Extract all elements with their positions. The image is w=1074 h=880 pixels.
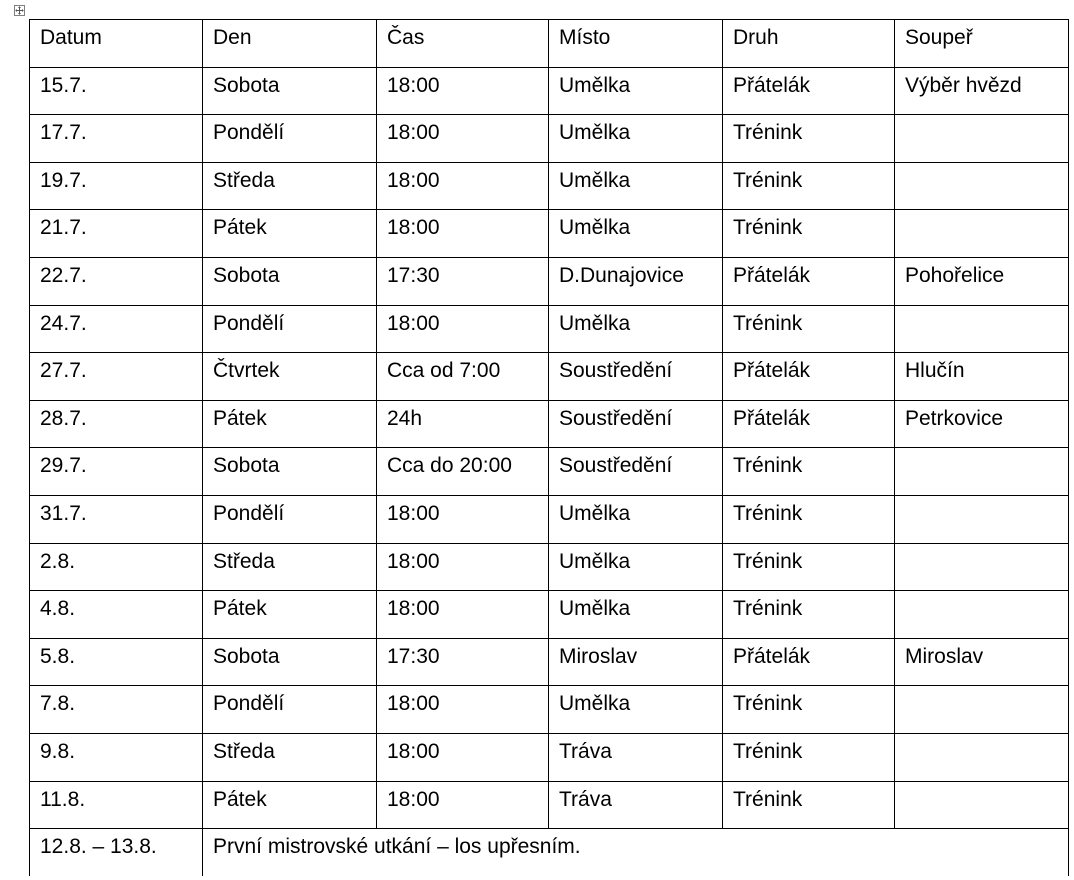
cell-cas[interactable]: 24h bbox=[377, 400, 549, 448]
cell-den[interactable]: Pondělí bbox=[203, 495, 377, 543]
cell-datum[interactable]: 24.7. bbox=[30, 305, 203, 353]
cell-den[interactable]: Pátek bbox=[203, 400, 377, 448]
table-row bbox=[30, 162, 1069, 210]
cell-druh[interactable]: Trénink bbox=[723, 781, 895, 829]
cell-souper[interactable] bbox=[895, 495, 1069, 543]
cell-cas[interactable]: 18:00 bbox=[377, 305, 549, 353]
table-row bbox=[30, 67, 1069, 115]
cell-datum[interactable]: 5.8. bbox=[30, 638, 203, 686]
cell-misto[interactable]: Umělka bbox=[549, 115, 723, 163]
table-row bbox=[30, 781, 1069, 829]
cell-druh[interactable]: Trénink bbox=[723, 686, 895, 734]
cell-druh[interactable]: Přátelák bbox=[723, 353, 895, 401]
schedule-table-body bbox=[30, 20, 1069, 877]
cell-souper[interactable]: Pohořelice bbox=[895, 257, 1069, 305]
cell-misto[interactable]: Umělka bbox=[549, 495, 723, 543]
cell-souper[interactable]: Miroslav bbox=[895, 638, 1069, 686]
cell-druh[interactable]: Přátelák bbox=[723, 638, 895, 686]
cell-cas[interactable]: 17:30 bbox=[377, 257, 549, 305]
cell-druh[interactable]: Trénink bbox=[723, 448, 895, 496]
cell-druh[interactable]: Trénink bbox=[723, 591, 895, 639]
cell-den[interactable]: Pátek bbox=[203, 591, 377, 639]
cell-cas[interactable]: 18:00 bbox=[377, 67, 549, 115]
cell-souper[interactable]: Hlučín bbox=[895, 353, 1069, 401]
header-cell-misto[interactable]: Místo bbox=[549, 20, 723, 68]
cell-misto[interactable]: Soustředění bbox=[549, 448, 723, 496]
cell-druh[interactable]: Trénink bbox=[723, 210, 895, 258]
cell-datum[interactable]: 21.7. bbox=[30, 210, 203, 258]
cell-cas[interactable]: 18:00 bbox=[377, 162, 549, 210]
table-row bbox=[30, 495, 1069, 543]
cell-cas[interactable]: 18:00 bbox=[377, 543, 549, 591]
cell-misto[interactable]: Umělka bbox=[549, 162, 723, 210]
cell-datum[interactable]: 19.7. bbox=[30, 162, 203, 210]
cell-datum[interactable]: 11.8. bbox=[30, 781, 203, 829]
cell-datum[interactable]: 28.7. bbox=[30, 400, 203, 448]
cell-cas[interactable]: 18:00 bbox=[377, 115, 549, 163]
footer-row bbox=[30, 829, 1069, 877]
table-row bbox=[30, 210, 1069, 258]
footer-note-cell[interactable]: První mistrovské utkání – los upřesním. bbox=[203, 829, 1069, 877]
cell-druh[interactable]: Trénink bbox=[723, 162, 895, 210]
cell-den[interactable]: Pátek bbox=[203, 210, 377, 258]
cell-souper[interactable] bbox=[895, 115, 1069, 163]
cell-souper[interactable] bbox=[895, 162, 1069, 210]
cell-datum[interactable]: 29.7. bbox=[30, 448, 203, 496]
cell-druh[interactable]: Přátelák bbox=[723, 400, 895, 448]
cell-misto[interactable]: Tráva bbox=[549, 733, 723, 781]
cell-misto[interactable]: Umělka bbox=[549, 305, 723, 353]
cell-druh[interactable]: Trénink bbox=[723, 733, 895, 781]
cell-datum[interactable]: 31.7. bbox=[30, 495, 203, 543]
table-row bbox=[30, 353, 1069, 401]
cell-cas[interactable]: 18:00 bbox=[377, 686, 549, 734]
header-cell-datum[interactable]: Datum bbox=[30, 20, 203, 68]
cell-den[interactable]: Sobota bbox=[203, 448, 377, 496]
cell-cas[interactable]: 18:00 bbox=[377, 210, 549, 258]
cell-den[interactable]: Pondělí bbox=[203, 305, 377, 353]
cell-den[interactable]: Čtvrtek bbox=[203, 353, 377, 401]
cell-den[interactable]: Sobota bbox=[203, 67, 377, 115]
cell-misto[interactable]: Umělka bbox=[549, 67, 723, 115]
table-row bbox=[30, 543, 1069, 591]
cell-misto[interactable]: Soustředění bbox=[549, 400, 723, 448]
cell-druh[interactable]: Trénink bbox=[723, 115, 895, 163]
cell-cas[interactable]: 18:00 bbox=[377, 781, 549, 829]
cell-datum[interactable]: 4.8. bbox=[30, 591, 203, 639]
table-row bbox=[30, 638, 1069, 686]
cell-druh[interactable]: Přátelák bbox=[723, 67, 895, 115]
cell-cas[interactable]: 17:30 bbox=[377, 638, 549, 686]
cell-datum[interactable]: 27.7. bbox=[30, 353, 203, 401]
cell-den[interactable]: Středa bbox=[203, 733, 377, 781]
footer-date-cell[interactable]: 12.8. – 13.8. bbox=[30, 829, 203, 877]
cell-souper[interactable] bbox=[895, 781, 1069, 829]
cell-den[interactable]: Pátek bbox=[203, 781, 377, 829]
cell-druh[interactable]: Trénink bbox=[723, 495, 895, 543]
cell-cas[interactable]: Cca do 20:00 bbox=[377, 448, 549, 496]
cell-den[interactable]: Pondělí bbox=[203, 115, 377, 163]
cell-den[interactable]: Sobota bbox=[203, 638, 377, 686]
cell-misto[interactable]: Miroslav bbox=[549, 638, 723, 686]
cell-misto[interactable]: D.Dunajovice bbox=[549, 257, 723, 305]
cell-souper[interactable]: Výběr hvězd bbox=[895, 67, 1069, 115]
table-row bbox=[30, 115, 1069, 163]
cell-druh[interactable]: Přátelák bbox=[723, 257, 895, 305]
cell-misto[interactable]: Umělka bbox=[549, 210, 723, 258]
header-row bbox=[30, 20, 1069, 68]
cell-souper[interactable] bbox=[895, 305, 1069, 353]
cell-datum[interactable]: 7.8. bbox=[30, 686, 203, 734]
cell-souper[interactable] bbox=[895, 448, 1069, 496]
table-row bbox=[30, 733, 1069, 781]
cell-den[interactable]: Středa bbox=[203, 543, 377, 591]
cell-den[interactable]: Středa bbox=[203, 162, 377, 210]
header-cell-druh[interactable]: Druh bbox=[723, 20, 895, 68]
cell-druh[interactable]: Trénink bbox=[723, 305, 895, 353]
cell-den[interactable]: Pondělí bbox=[203, 686, 377, 734]
cell-souper[interactable] bbox=[895, 591, 1069, 639]
table-row bbox=[30, 686, 1069, 734]
cell-cas[interactable]: Cca od 7:00 bbox=[377, 353, 549, 401]
cell-datum[interactable]: 2.8. bbox=[30, 543, 203, 591]
header-cell-cas[interactable]: Čas bbox=[377, 20, 549, 68]
cell-souper[interactable] bbox=[895, 543, 1069, 591]
cell-druh[interactable]: Trénink bbox=[723, 543, 895, 591]
cell-souper[interactable] bbox=[895, 210, 1069, 258]
cell-den[interactable]: Sobota bbox=[203, 257, 377, 305]
cell-datum[interactable]: 17.7. bbox=[30, 115, 203, 163]
table-row bbox=[30, 400, 1069, 448]
cell-cas[interactable]: 18:00 bbox=[377, 591, 549, 639]
table-row bbox=[30, 305, 1069, 353]
header-cell-den[interactable]: Den bbox=[203, 20, 377, 68]
cell-souper[interactable]: Petrkovice bbox=[895, 400, 1069, 448]
cell-misto[interactable]: Soustředění bbox=[549, 353, 723, 401]
cell-souper[interactable] bbox=[895, 686, 1069, 734]
cell-souper[interactable] bbox=[895, 733, 1069, 781]
table-row bbox=[30, 448, 1069, 496]
cell-misto[interactable]: Umělka bbox=[549, 591, 723, 639]
cell-misto[interactable]: Umělka bbox=[549, 543, 723, 591]
cell-datum[interactable]: 9.8. bbox=[30, 733, 203, 781]
table-row bbox=[30, 591, 1069, 639]
cell-misto[interactable]: Tráva bbox=[549, 781, 723, 829]
cell-datum[interactable]: 15.7. bbox=[30, 67, 203, 115]
table-move-handle[interactable] bbox=[14, 5, 25, 16]
table-row bbox=[30, 257, 1069, 305]
cell-misto[interactable]: Umělka bbox=[549, 686, 723, 734]
cell-cas[interactable]: 18:00 bbox=[377, 495, 549, 543]
cell-datum[interactable]: 22.7. bbox=[30, 257, 203, 305]
schedule-table bbox=[29, 19, 1069, 876]
header-cell-souper[interactable]: Soupeř bbox=[895, 20, 1069, 68]
move-arrows-icon bbox=[15, 6, 24, 15]
cell-cas[interactable]: 18:00 bbox=[377, 733, 549, 781]
